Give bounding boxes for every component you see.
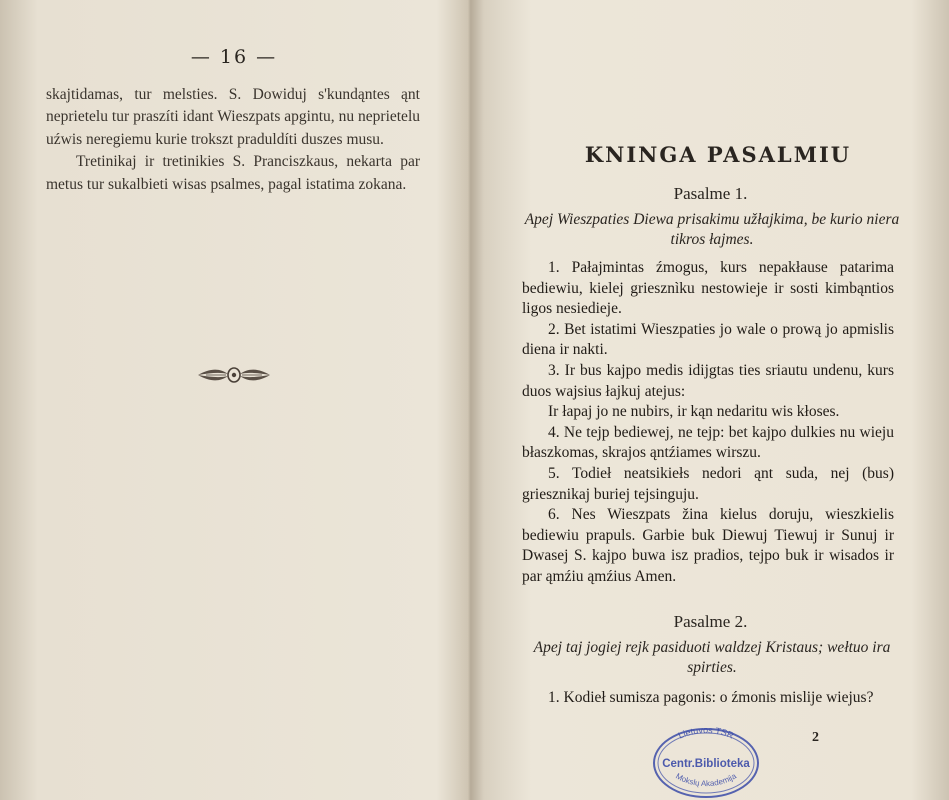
stamp-line-2: Centr.Biblioteka (662, 758, 750, 770)
right-page (472, 0, 949, 800)
psalm-1-verse-3-cont: Ir łapaj jo ne nubirs, ir kąn nedaritu wis kłoses. (548, 403, 840, 421)
psalm-2-verses (522, 688, 894, 709)
psalm-1-subtitle: Apej Wieszpaties Diewa prisakimu užłajkima, be kurio niera tikros łajmes. (524, 211, 900, 248)
left-page-text (46, 84, 420, 196)
psalm-1-verse-4: 4. Ne tejp bediewej, ne tejp: bet kajpo dulkies nu wieju błaszkomas, skrajos ąntźiames wirszu. (522, 423, 894, 462)
book-title: KNINGA PASALMIU (584, 142, 852, 167)
psalm-1-verse-1: 1. Pałajmintas źmogus, kurs nepakłause patarima bediewiu, kielej griesznìku nestowieje ir sosti kimbąntios ligos nesiedieje. (522, 259, 894, 318)
psalm-2-verse-1: 1. Kodieł sumisza pagonis: o źmonis mislije wiejus? (548, 689, 874, 706)
left-paragraph-1: skajtidamas, tur melsties. S. Dowiduj s'kundąntes ąnt neprietelu tur praszíti idant Wieszpats apgintu, nu neprietelu uźwis neregiemu kurie trokszt praduldíti duszes musu. (46, 86, 420, 148)
left-page (0, 0, 468, 800)
stamp-line-1: Lietuvos TSR (676, 724, 736, 741)
page-number: — 16 — (190, 46, 278, 68)
psalm-1-verse-5: 5. Todieł neatsikiełs nedori ąnt suda, nej (bus) griesznikaj buriej tejsinguju. (522, 464, 894, 503)
psalm-1-verse-2: 2. Bet istatimi Wieszpaties jo wale o prową jo apmislis diena ir nakti. (522, 320, 894, 359)
stamp-line-3: Mokslų Akademija (674, 771, 738, 789)
signature-mark: 2 (812, 730, 819, 745)
svg-text:Lietuvos TSR (677, 725, 736, 741)
psalm-2-title: Pasalme 2. (673, 612, 748, 631)
svg-text:Mokslų Akademija (674, 771, 738, 788)
psalm-1-verse-6: 6. Nes Wieszpats žina kielus doruju, wieszkielis bediewiu prapuls. Garbie buk Diewuj Tiewuj ir Sunuj ir Dwasej S. kajpo buwa isz pradios, tejpo buk ir wisados ir par ąmźiu ąmźius Amen. (522, 506, 894, 585)
psalm-1-verse-3: 3. Ir bus kajpo medis idijgtas ties sriautu undenu, kurs duos wajsius łajkuj atejus: (522, 361, 894, 400)
psalm-2-subtitle: Apej taj jogiej rejk pasiduoti waldzej Kristaus; wełtuo ira spirties. (533, 639, 891, 676)
psalm-1-verses (522, 258, 894, 588)
psalm-1-title: Pasalme 1. (673, 184, 748, 203)
ornament-icon (196, 364, 272, 386)
left-paragraph-2: Tretinikaj ir tretinikies S. Pranciszkaus, nekarta par metus tur sukalbieti wisas psalmes, pagal istatima zokana. (46, 153, 420, 193)
library-stamp (650, 723, 762, 799)
